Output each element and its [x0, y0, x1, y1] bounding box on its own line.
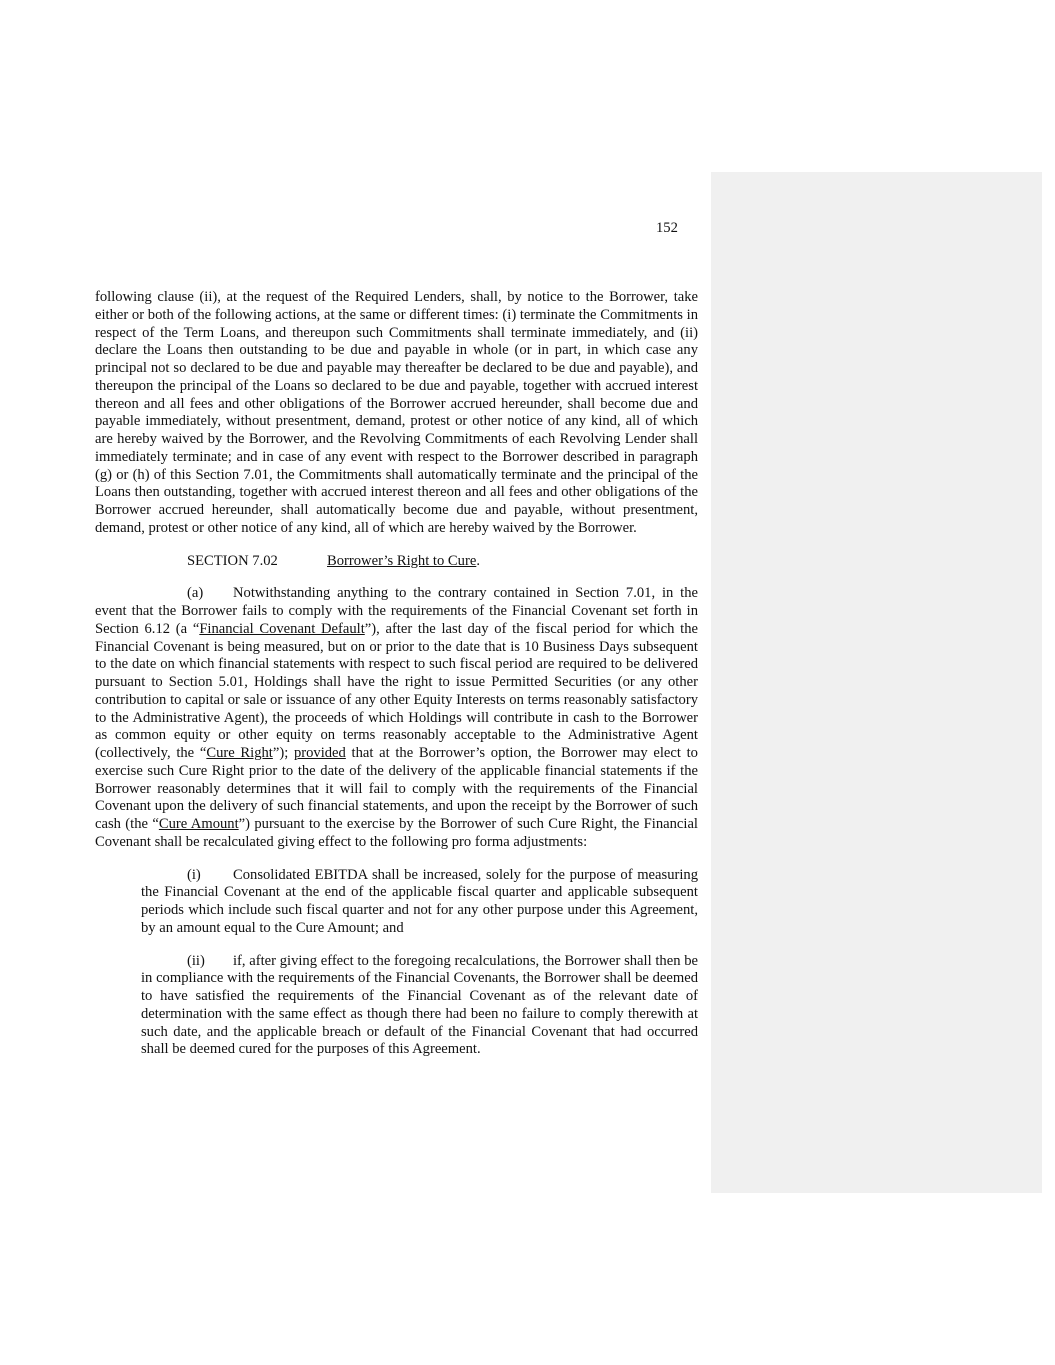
page-number: 152	[656, 220, 678, 236]
paragraph-a	[95, 585, 698, 851]
paragraph-a-text-4: that at the Borrower’s option, the Borrower may elect to exercise such Cure Right prior to the date of the delivery of the applicable financial statements if the Borrower reasonably determines that it will fail to comply with the requirements of the Financial Covenant upon the delivery of such financial statements, and upon the receipt by the Borrower of such cash (the “	[95, 745, 698, 832]
paragraph-a-label: (a)	[187, 585, 204, 602]
subparagraph-ii-text: if, after giving effect to the foregoing recalculations, the Borrower shall then be in compliance with the requirements of the Financial Covenants, the Borrower shall be deemed to have satisfied the requirements of the Financial Covenant as of the relevant date of determination with the same effect as though there had been no failure to comply therewith at such date, and the applicable breach or default of the Financial Covenant that had occurred shall be deemed cured for the purposes of this Agreement.	[141, 952, 698, 1058]
paragraph-a-text-3: ”);	[272, 745, 294, 761]
defined-term-financial-covenant-default: Financial Covenant Default	[199, 620, 365, 637]
comment-pane	[711, 172, 1042, 1193]
document-body	[95, 289, 698, 1059]
subparagraph-ii	[141, 953, 698, 1060]
defined-term-cure-amount: Cure Amount	[158, 816, 239, 832]
term-provided: provided	[293, 745, 346, 761]
defined-term-cure-right: Cure Right	[206, 745, 273, 761]
paragraph-a-text-1: Notwithstanding anything to the contrary contained in Section 7.01, in the event that the Borrower fails to comply with the requirements of the Financial Covenant set forth in Section 6.12 (a “	[95, 585, 698, 637]
subparagraph-i-label: (i)	[187, 866, 201, 883]
paragraph-a-text-5: ”) pursuant to the exercise by the Borrower of such Cure Right, the Financial Covenant shall be recalculated giving effect to the following pro forma adjustments:	[95, 816, 698, 850]
paragraph-a-text-2: ”), after the last day of the fiscal period for which the Financial Covenant is being measured, but on or prior to the date that is 10 Business Days subsequent to the date on which financial statements with respect to such fiscal period are required to be delivered pursuant to Section 5.01, Holdings shall have the right to issue Permitted Securities (or any other contribution to capital or sale or issuance of any other Equity Interests on terms reasonably satisfactory to the Administrative Agent), the proceeds of which Holdings will contribute in cash to the Borrower as common equity or other equity on terms reasonably acceptable to the Administrative Agent (collectively, the “	[95, 620, 698, 761]
subparagraph-ii-label: (ii)	[187, 952, 205, 969]
section-title: Borrower’s Right to Cure	[327, 552, 477, 569]
section-title-end: .	[476, 552, 480, 569]
section-heading	[95, 553, 698, 571]
section-number: SECTION 7.02	[187, 552, 278, 569]
paragraph-continuation: following clause (ii), at the request of the Required Lenders, shall, by notice to the Borrower, take either or both of the following actions, at the same or different times: (i) terminate the Commitments in respect of the Term Loans, and thereupon such Commitments shall terminate immediately, and (ii) declare the Loans then outstanding to be due and payable in whole (or in part, in which case any principal not so declared to be due and payable may thereafter be declared to be due and payable), and thereupon the principal of the Loans so declared to be due and payable, together with accrued interest thereon and all fees and other obligations of the Borrower accrued hereunder, shall become due and payable immediately, without presentment, demand, protest or other notice of any kind, all of which are hereby waived by the Borrower, and the Revolving Commitments of each Revolving Lender shall immediately terminate; and in case of any event with respect to the Borrower described in paragraph (g) or (h) of this Section 7.01, the Commitments shall automatically terminate and the principal of the Loans then outstanding, together with accrued interest thereon and all fees and other obligations of the Borrower accrued hereunder, shall automatically become due and payable, without presentment, demand, protest or other notice of any kind, all of which are hereby waived by the Borrower.	[95, 289, 698, 536]
subparagraph-i-text: Consolidated EBITDA shall be increased, solely for the purpose of measuring the Financial Covenant at the end of the applicable fiscal quarter and applicable subsequent periods which include such fiscal quarter and not for any other purpose under this Agreement, by an amount equal to the Cure Amount; and	[141, 866, 698, 936]
subparagraph-i	[141, 867, 698, 938]
